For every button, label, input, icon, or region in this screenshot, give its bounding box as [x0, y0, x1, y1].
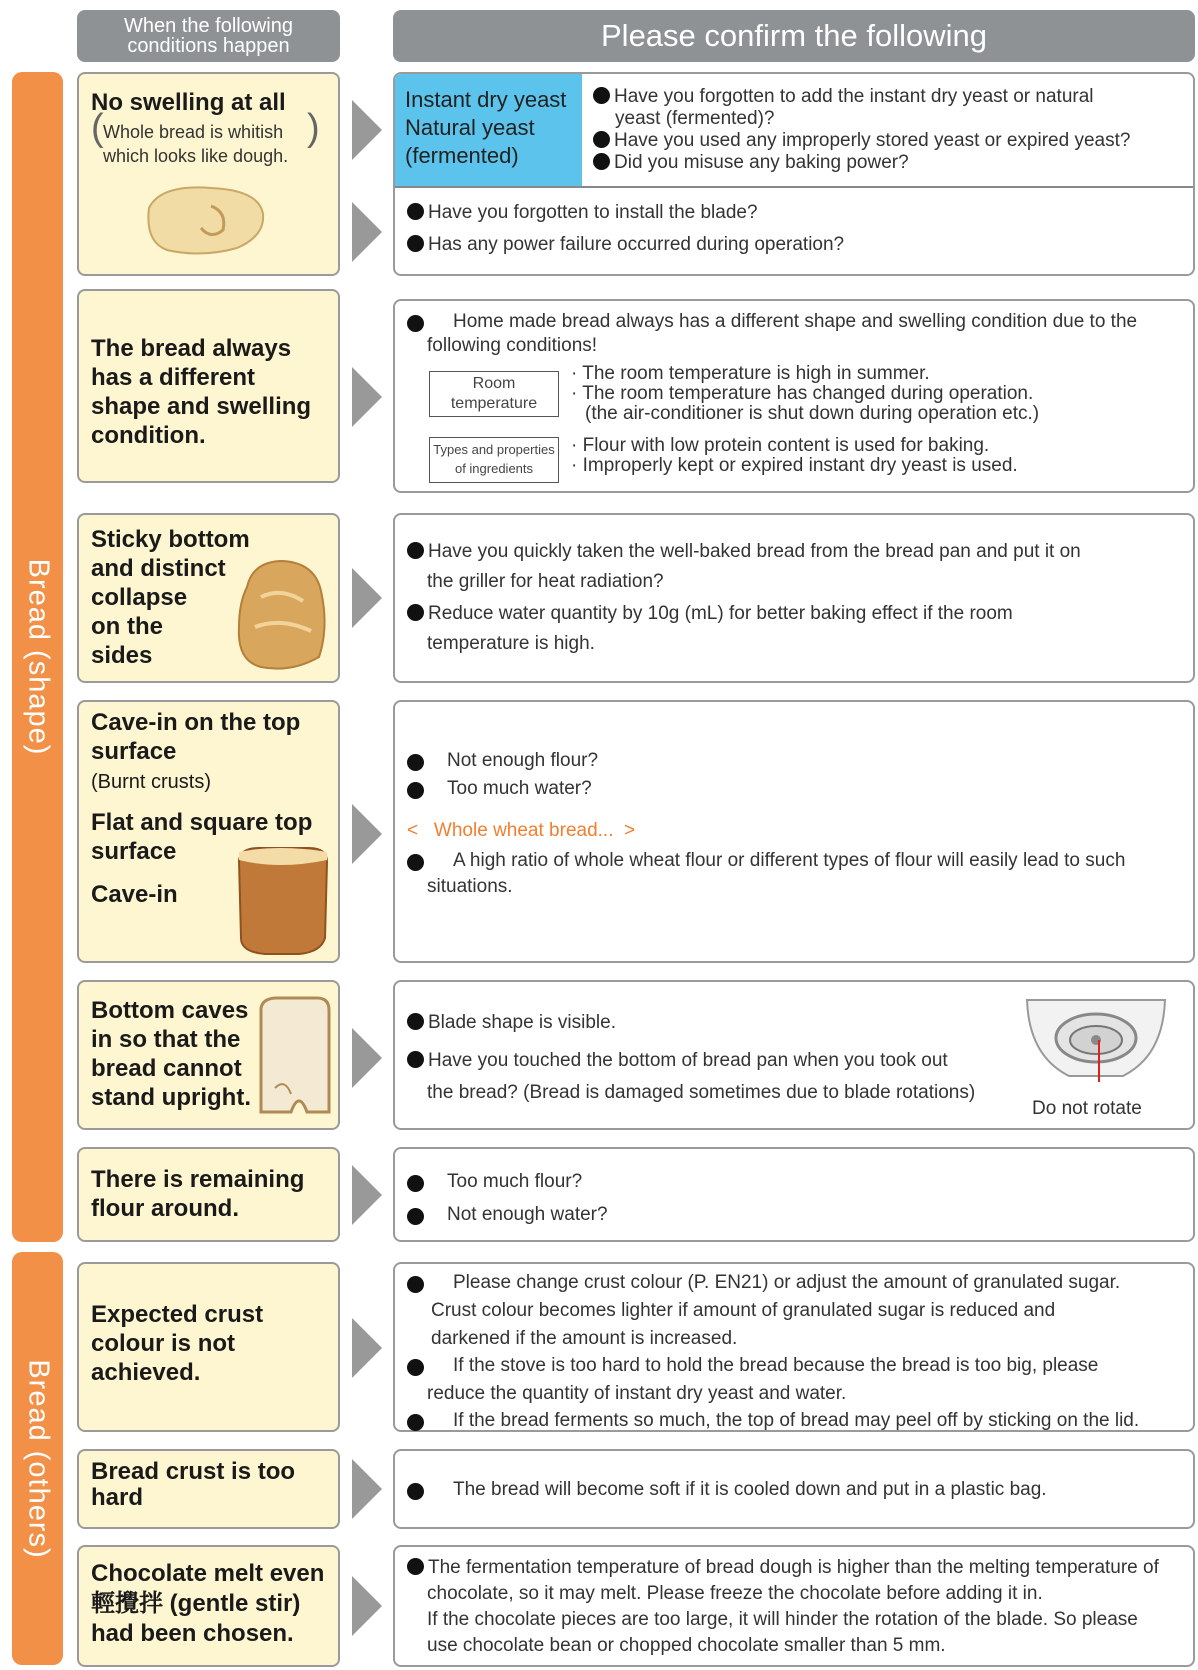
arrow-r5	[352, 1028, 382, 1088]
condition-crust-hard: Bread crust is too hard	[77, 1449, 340, 1529]
yeast-label: Instant dry yeast Natural yeast (fermented)	[395, 74, 582, 186]
condition-cave-in-top: Cave-in on the top surface (Burnt crusts) Flat and square top surface Cave-in	[77, 700, 340, 963]
confirm-bottom-caves: Blade shape is visible. Have you touched the bottom of bread pan when you took out the bread? (Bread is damaged sometimes due to blade rotations) Do not rotate	[393, 980, 1195, 1130]
arrow-r1a	[352, 100, 382, 160]
condition-crust-colour: Expected crust colour is not achieved.	[77, 1262, 340, 1432]
confirm-chocolate-melt: The fermentation temperature of bread dough is higher than the melting temperature of chocolate, so it may melt. Please freeze the chocolate before adding it in. If the chocolate pieces are too large, it will hinder the rotation of the blade. So please use chocolate bean or chopped chocolate smaller than 5 mm.	[393, 1545, 1195, 1667]
arrow-r9	[352, 1576, 382, 1636]
confirm-different-shape: Home made bread always has a different shape and swelling condition due to the following conditions! Room temperature · The room temperature is high in summer. · The room temperature has changed during operation. (the air-conditioner is shut down during operation etc.) Types and properties of ingredients · Flour with low protein content is used for baking. · Improperly kept or expired instant dry yeast is used.	[393, 299, 1195, 493]
condition-chocolate-melt: Chocolate melt even 輕攪拌 (gentle stir) had been chosen.	[77, 1545, 340, 1667]
confirm-sticky-bottom: Have you quickly taken the well-baked bread from the bread pan and put it on the griller for heat radiation? Reduce water quantity by 10g (mL) for better baking effect if the room temperature is high.	[393, 513, 1195, 683]
arrow-r7	[352, 1318, 382, 1378]
section-others: Bread (others)	[12, 1252, 63, 1665]
condition-remaining-flour: There is remaining flour around.	[77, 1147, 340, 1242]
confirm-header: Please confirm the following	[393, 10, 1195, 62]
arrow-r3	[352, 568, 382, 628]
section-shape: Bread (shape)	[12, 72, 63, 1242]
arrow-r8	[352, 1459, 382, 1519]
conditions-header: When the following conditions happen	[77, 10, 340, 62]
confirm-cave-in-top: Not enough flour? Too much water? < Whole wheat bread... > A high ratio of whole wheat flour or different types of flour will easily lead to such situations.	[393, 700, 1195, 963]
bottom-cave-bread-image	[255, 994, 335, 1120]
ingredients-box: Types and properties of ingredients	[429, 437, 559, 483]
dough-bread-image	[141, 178, 271, 258]
cave-in-bread-image	[229, 842, 335, 957]
bread-pan-blade-image	[1023, 996, 1169, 1086]
condition-bottom-caves: Bottom caves in so that the bread cannot stand upright.	[77, 980, 340, 1130]
confirm-crust-hard: The bread will become soft if it is cooled down and put in a plastic bag.	[393, 1449, 1195, 1529]
room-temperature-box: Room temperature	[429, 371, 559, 417]
confirm-crust-colour: Please change crust colour (P. EN21) or adjust the amount of granulated sugar. Crust colour becomes lighter if amount of granulated sugar is reduced and darkened if the amount is increased. If the stove is too hard to hold the bread because the bread is too big, please reduce the quantity of instant dry yeast and water. If the bread ferments so much, the top of bread may peel off by sticking on the lid.	[393, 1262, 1195, 1432]
condition-different-shape: The bread always has a different shape and swelling condition.	[77, 289, 340, 483]
collapsed-bread-image	[231, 557, 333, 675]
arrow-r2	[352, 367, 382, 427]
condition-sticky-bottom: Sticky bottom and distinct collapse on the sides	[77, 513, 340, 683]
confirm-remaining-flour: Too much flour? Not enough water?	[393, 1147, 1195, 1242]
arrow-r1b	[352, 202, 382, 262]
condition-no-swelling: No swelling at all ( Whole bread is whitish which looks like dough. )	[77, 72, 340, 276]
confirm-no-swelling: Instant dry yeast Natural yeast (fermented) Have you forgotten to add the instant dry yeast or natural yeast (fermented)? Have you used any improperly stored yeast or expired yeast? Did you misuse any baking power? Have you forgotten to install the blade? Has any power failure occurred during operation?	[393, 72, 1195, 276]
arrow-r6	[352, 1165, 382, 1225]
arrow-r4	[352, 804, 382, 864]
